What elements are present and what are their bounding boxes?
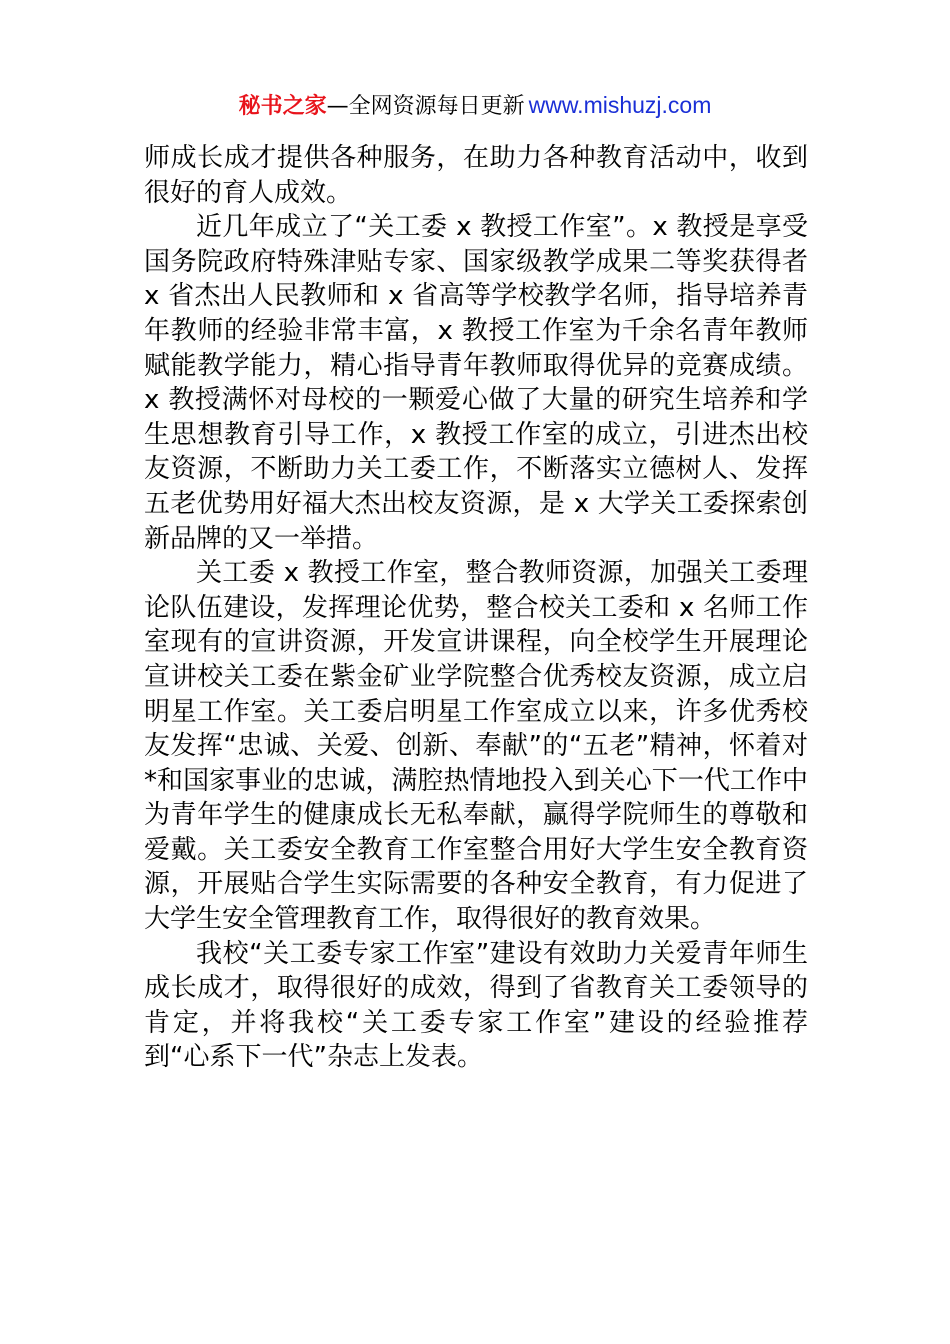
page-header	[0, 88, 950, 124]
header-tagline: —全网资源每日更新	[326, 94, 525, 119]
paragraph-studio-resources: 关工委 x 教授工作室，整合教师资源，加强关工委理论队伍建设，发挥理论优势，整合校关工委和 x 名师工作室现有的宣讲资源，开发宣讲课程，向全校学生开展理论宣讲校关工委在紫金矿业学院整合优秀校友资源，成立启明星工作室。关工委启明星工作室成立以来，许多优秀校友发挥“忠诚、关爱、创新、奉献”的“五老”精神，怀着对*和国家事业的忠诚，满腔热情地投入到关心下一代工作中为青年学生的健康成长无私奉献，赢得学院师生的尊敬和爱戴。关工委安全教育工作室整合用好大学生安全教育资源，开展贴合学生实际需要的各种安全教育，有力促进了大学生安全管理教育工作，取得很好的教育效果。	[144, 558, 808, 935]
document-body	[144, 141, 808, 1075]
brand-name: 秘书之家	[238, 94, 327, 119]
site-url-link[interactable]: www.mishuzj.com	[528, 92, 712, 118]
paragraph-conclusion: 我校“关工委专家工作室”建设有效助力关爱青年师生成长成才，取得很好的成效，得到了省教育关工委领导的肯定，并将我校“关工委专家工作室”建设的经验推荐到“心系下一代”杂志上发表。	[144, 938, 808, 1073]
paragraph-continued: 师成长成才提供各种服务，在助力各种教育活动中，收到很好的育人成效。	[144, 143, 808, 208]
paragraph-professor-studio: 近几年成立了“关工委 x 教授工作室”。x 教授是享受国务院政府特殊津贴专家、国家级教学成果二等奖获得者 x 省杰出人民教师和 x 省高等学校教学名师，指导培养青年教师的经验非常丰富，x 教授工作室为千余名青年教师赋能教学能力，精心指导青年教师取得优异的竞赛成绩。x 教授满怀对母校的一颗爱心做了大量的研究生培养和学生思想教育引导工作，x 教授工作室的成立，引进杰出校友资源，不断助力关工委工作，不断落实立德树人、发挥五老优势用好福大杰出校友资源，是 x 大学关工委探索创新品牌的又一举措。	[144, 212, 808, 554]
